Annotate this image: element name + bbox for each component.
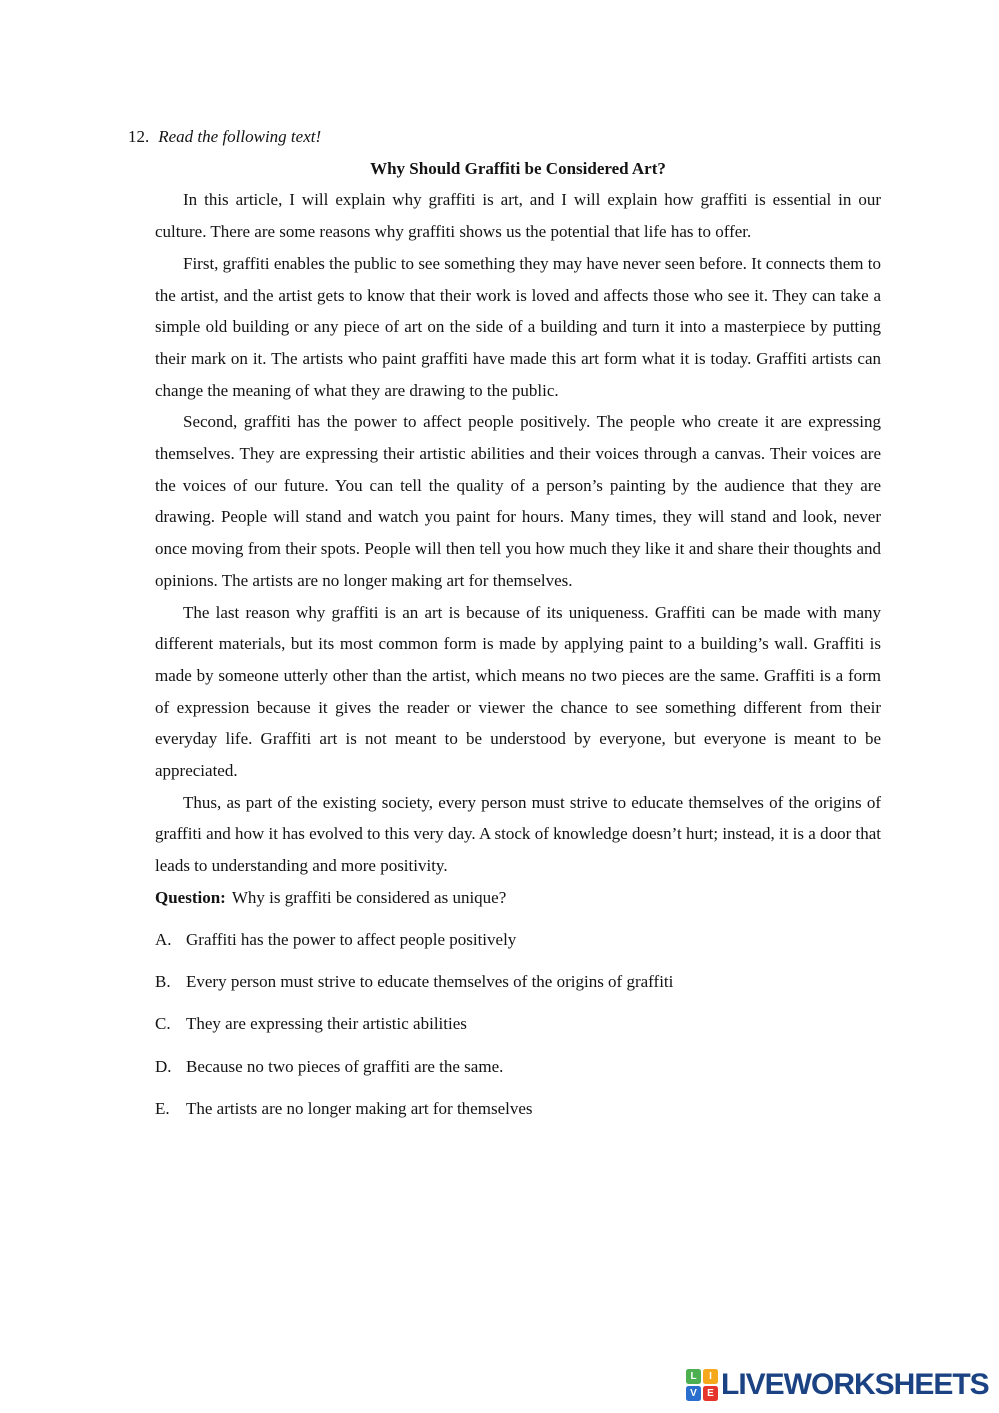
answer-option-b[interactable]: [155, 966, 881, 998]
logo-tile-i: I: [703, 1369, 718, 1384]
passage-paragraph: In this article, I will explain why graffiti is art, and I will explain how graffiti is essential in our culture. There are some reasons why graffiti shows us the potential that life has to offer.: [155, 190, 881, 242]
answer-option-e[interactable]: [155, 1093, 881, 1125]
passage-paragraph: Thus, as part of the existing society, every person must strive to educate themselves of the origins of graffiti and how it has evolved to this very day. A stock of knowledge doesn’t hurt; instead, it is a door that leads to understanding and more positivity.: [155, 792, 881, 876]
exercise-header: [128, 121, 881, 153]
question-line: [155, 882, 881, 914]
answer-options: [155, 924, 881, 1125]
answer-option-c[interactable]: [155, 1008, 881, 1040]
liveworksheets-wordmark: LIVEWORKSHEETS: [721, 1368, 989, 1401]
logo-tile-v: V: [686, 1386, 701, 1401]
option-letter: D.: [155, 1056, 172, 1076]
option-text: They are expressing their artistic abilities: [186, 1014, 467, 1034]
question-text: Why is graffiti be considered as unique?: [231, 887, 507, 907]
answer-option-d[interactable]: [155, 1051, 881, 1083]
exercise-instruction: Read the following text!: [158, 127, 322, 146]
option-letter: C.: [155, 1014, 171, 1034]
liveworksheets-logo-icon: [686, 1369, 718, 1401]
option-text: Because no two pieces of graffiti are the same.: [186, 1056, 504, 1076]
question-label: Question:: [155, 887, 226, 907]
option-text: Graffiti has the power to affect people positively: [186, 930, 517, 950]
option-letter: B.: [155, 972, 171, 992]
worksheet-content: [128, 121, 881, 1125]
answer-option-a[interactable]: [155, 924, 881, 956]
passage-paragraph: First, graffiti enables the public to see something they may have never seen before. It connects them to the artist, and the artist gets to know that their work is loved and affects those who see it. They can take a simple old building or any piece of art on the side of a building and turn it into a masterpiece by putting their mark on it. The artists who paint graffiti have made this art form what it is today. Graffiti artists can change the meaning of what they are drawing to the public.: [155, 253, 881, 400]
passage-paragraph: Second, graffiti has the power to affect people positively. The people who create it are expressing themselves. They are expressing their artistic abilities and their voices through a canvas. Their voices are the voices of our future. You can tell the quality of a person’s painting by the audience that they are drawing. People will stand and watch you paint for hours. Many times, they will stand and look, never once moving from their spots. People will then tell you how much they like it and share their thoughts and opinions. The artists are no longer making art for themselves.: [155, 412, 881, 590]
passage-title: Why Should Graffiti be Considered Art?: [370, 158, 666, 178]
exercise-number: 12.: [128, 127, 150, 146]
option-text: Every person must strive to educate themselves of the origins of graffiti: [186, 972, 674, 992]
option-letter: A.: [155, 930, 172, 950]
option-letter: E.: [155, 1098, 170, 1118]
passage-paragraph: The last reason why graffiti is an art is because of its uniqueness. Graffiti can be made with many different materials, but its most common form is made by applying paint to a building’s wall. Graffiti is made by someone utterly other than the artist, which means no two pieces are the same. Graffiti is a form of expression because it gives the reader or viewer the chance to see something different from their everyday life. Graffiti art is not meant to be understood by everyone, but everyone is meant to be appreciated.: [155, 602, 881, 781]
liveworksheets-logo[interactable]: [686, 1368, 989, 1402]
option-text: The artists are no longer making art for themselves: [186, 1098, 533, 1118]
logo-tile-l: L: [686, 1369, 701, 1384]
logo-tile-e: E: [703, 1386, 718, 1401]
